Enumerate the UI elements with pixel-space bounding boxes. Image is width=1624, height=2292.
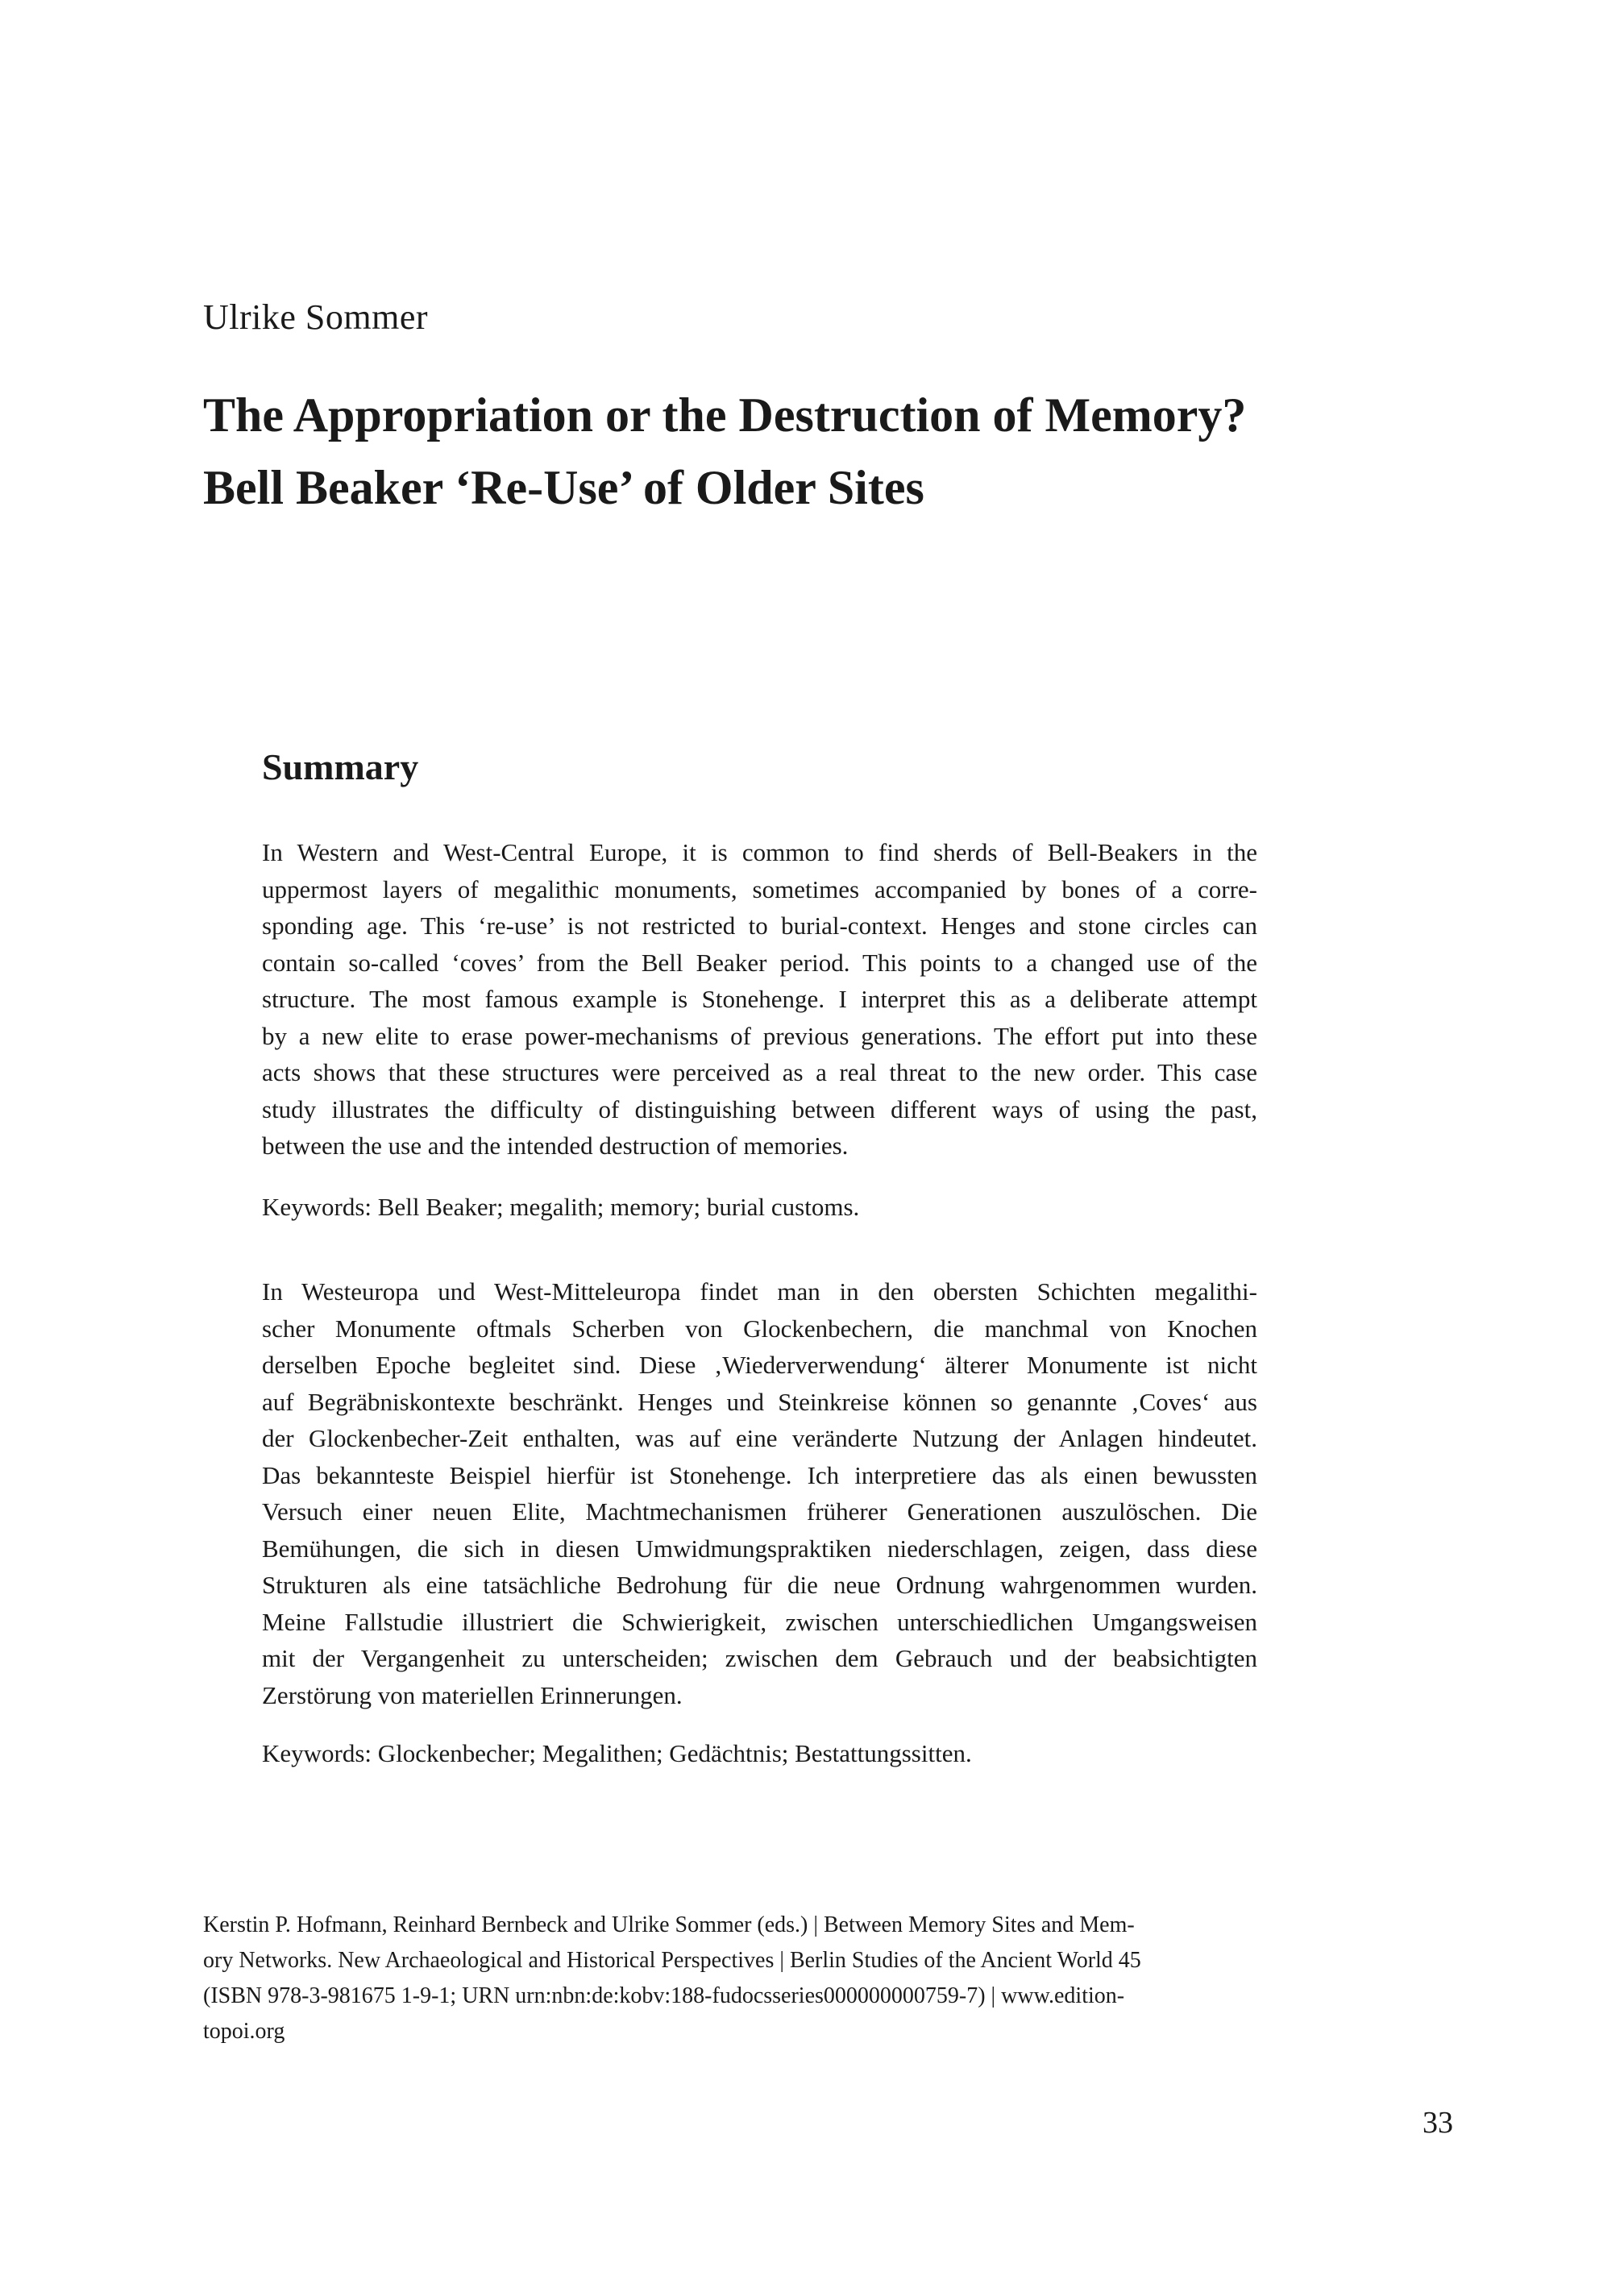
abstract-line: contain so-called ‘coves’ from the Bell Beaker period. This points to a changed use of the [262, 948, 1257, 977]
abstract-german-text [262, 1273, 1257, 1713]
citation-footer [203, 1908, 1251, 2049]
keywords-english: Keywords: Bell Beaker; megalith; memory; burial customs. [262, 1193, 860, 1221]
abstract-line: Zerstörung von materiellen Erinnerungen. [262, 1680, 683, 1709]
page-number: 33 [1423, 2106, 1453, 2140]
abstract-line: sponding age. This ‘re-use’ is not restricted to burial-context. Henges and stone circles can [262, 911, 1257, 940]
abstract-line: by a new elite to erase power-mechanisms of previous generations. The effort put into these [262, 1021, 1257, 1050]
citation-line: ory Networks. New Archaeological and Historical Perspectives | Berlin Studies of the Ancient World 45 [203, 1948, 1141, 1973]
abstract-english [262, 834, 1257, 1165]
abstract-german [262, 1273, 1257, 1713]
abstract-line: In Westeuropa und West-Mitteleuropa findet man in den obersten Schichten megalithi- [262, 1277, 1257, 1306]
abstract-line: Versuch einer neuen Elite, Machtmechanismen früherer Generationen auszulöschen. Die [262, 1497, 1257, 1526]
abstract-line: uppermost layers of megalithic monuments, sometimes accompanied by bones of a corre- [262, 874, 1257, 903]
abstract-line: auf Begräbniskontexte beschränkt. Henges und Steinkreise können so genannte ‚Coves‘ aus [262, 1387, 1257, 1416]
abstract-line: der Glockenbecher-Zeit enthalten, was auf eine veränderte Nutzung der Anlagen hindeutet. [262, 1424, 1257, 1452]
citation-line: Kerstin P. Hofmann, Reinhard Bernbeck and Ulrike Sommer (eds.) | Between Memory Sites and Mem- [203, 1912, 1135, 1937]
abstract-line: Bemühungen, die sich in diesen Umwidmungspraktiken niederschlagen, zeigen, dass diese [262, 1534, 1257, 1563]
abstract-line: derselben Epoche begleitet sind. Diese ‚Wiederverwendung‘ älterer Monumente ist nicht [262, 1351, 1257, 1379]
abstract-line: between the use and the intended destruction of memories. [262, 1131, 849, 1160]
abstract-line: mit der Vergangenheit zu unterscheiden; zwischen dem Gebrauch und der beabsichtigten [262, 1644, 1257, 1672]
abstract-line: Strukturen als eine tatsächliche Bedrohung für die neue Ordnung wahrgenommen wurden. [262, 1571, 1257, 1599]
citation-line: (ISBN 978-3-981675 1-9-1; URN urn:nbn:de:kobv:188-fudocsseries000000000759-7) | www.edition- [203, 1983, 1125, 2008]
title-line-1: The Appropriation or the Destruction of Memory? [203, 388, 1247, 442]
abstract-line: scher Monumente oftmals Scherben von Glockenbechern, die manchmal von Knochen [262, 1314, 1257, 1343]
abstract-line: structure. The most famous example is Stonehenge. I interpret this as a deliberate attempt [262, 985, 1257, 1013]
abstract-line: study illustrates the difficulty of distinguishing between different ways of using the past, [262, 1094, 1257, 1123]
summary-heading: Summary [262, 746, 419, 787]
title-line-2: Bell Beaker ‘Re-Use’ of Older Sites [203, 461, 924, 514]
citation-line: topoi.org [203, 2019, 285, 2044]
abstract-line: Meine Fallstudie illustriert die Schwierigkeit, zwischen unterschiedlichen Umgangsweisen [262, 1607, 1257, 1636]
keywords-german: Keywords: Glockenbecher; Megalithen; Gedächtnis; Bestattungssitten. [262, 1739, 972, 1767]
abstract-line: In Western and West-Central Europe, it is common to find sherds of Bell-Beakers in the [262, 838, 1257, 866]
paper-title [203, 379, 1412, 524]
abstract-line: acts shows that these structures were perceived as a real threat to the new order. This case [262, 1058, 1257, 1086]
abstract-english-text [262, 834, 1257, 1165]
author-name: Ulrike Sommer [203, 297, 429, 337]
abstract-line: Das bekannteste Beispiel hierfür ist Stonehenge. Ich interpretiere das als einen bewussten [262, 1460, 1257, 1489]
